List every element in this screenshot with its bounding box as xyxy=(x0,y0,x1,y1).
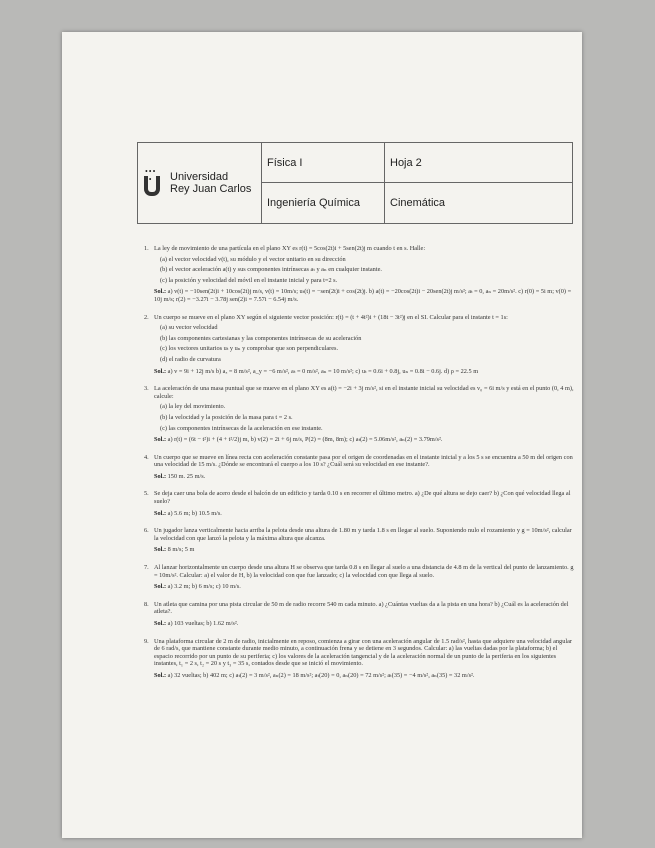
solution-text: 8 m/s; 5 m xyxy=(167,546,195,554)
problem-part: (a) su vector velocidad xyxy=(160,324,218,332)
problem-item xyxy=(144,454,576,481)
document-page xyxy=(62,32,582,838)
solution xyxy=(154,620,576,628)
degree-cell: Ingeniería Química xyxy=(267,196,360,209)
problem-text: Un jugador lanza verticalmente hacia arriba la pelota desde una altura de 1.80 m y tarda 1.8 s en llegar al suelo. Suponiendo nulo el rozamiento y g = 10m/s², calcular la velocidad con que lanzó la pelota y la máxima altura que alcanza. xyxy=(154,527,572,542)
problem-text: Una plataforma circular de 2 m de radio, inicialmente en reposo, comienza a girar con una aceleración angular de 1.5 rad/s², hasta que adquiere una velocidad angular de 6 rad/s, que mantiene constante durante medio minuto, a continuación frena y se detiene en 3 segundos. Calcular: a) las vueltas dadas por la plataforma; b) el espacio recorrido por un punto de su periferia; c) los valores de la aceleración tangencial y de la aceleración normal de un punto de la periferia en los siguientes instantes, t₁ = 2 s, t₂ = 20 s y t₃ = 35 s, contados desde que se inició el movimiento. xyxy=(154,637,572,668)
problem-item xyxy=(144,490,576,517)
solution-label: Sol.: xyxy=(154,671,167,679)
problem-text: Un cuerpo se mueve en el plano XY según el siguiente vector posición: r(t) = (t + 4t²)i + (18t − 3t²)j en el SI. Calcular para el instante t = 1s: xyxy=(154,313,508,321)
solution xyxy=(154,510,576,518)
problem-number: 4. xyxy=(144,453,149,461)
problem-number: 3. xyxy=(144,385,149,393)
problem-number: 5. xyxy=(144,490,149,498)
solution-label: Sol.: xyxy=(154,620,167,627)
solution xyxy=(154,473,576,481)
problem-part: (a) la ley del movimiento. xyxy=(160,403,226,411)
problem-part: (b) las componentes cartesianas y las componentes intrínsecas de su aceleración xyxy=(160,334,362,342)
solution xyxy=(154,546,576,554)
sheet-cell: Hoja 2 xyxy=(385,143,572,183)
solution-label: Sol.: xyxy=(154,367,167,375)
problem-number: 7. xyxy=(144,564,149,572)
problem-text: Un atleta que camina por una pista circular de 50 m de radio recorre 540 m cada minuto. a) ¿Cuántas vueltas da a la pista en una hora? b) ¿Cuál es la aceleración del atleta?. xyxy=(154,600,569,616)
solution-text: a) v = 9i + 12j m/s b) aₓ = 8 m/s², a_y = −6 m/s², aₜ = 0 m/s², aₙ = 10 m/s²; c) uₜ = 0.6i + 0.8j, uₙ = 0.8i − 0.6j. d) ρ = 22.5 m xyxy=(167,367,479,375)
problem-part: (b) el vector aceleración a(t) y sus componentes intrínsecas aₜ y aₙ en cualquier instante. xyxy=(160,266,382,274)
problem-text: Se deja caer una bola de acero desde el balcón de un edificio y tarda 0.10 s en recorrer el último metro. a) ¿De qué altura se dejo caer? b) ¿Con qué velocidad llega al suelo? xyxy=(154,490,571,506)
university-line1: Universidad xyxy=(170,171,229,183)
solution-text: a) 32 vueltas; b) 402 m; c) aₜ(2) = 3 m/s², aₙ(2) = 18 m/s²; aₜ(20) = 0, aₙ(20) = 72 m/s²; aₜ(35) = −4 m/s², aₙ(35) = 32 m/s². xyxy=(167,671,475,679)
problem-list xyxy=(144,245,576,690)
urjc-logo-icon: ••• •• xyxy=(144,168,164,198)
problem-item xyxy=(144,245,576,304)
solution-label: Sol.: xyxy=(154,583,167,591)
problem-number: 2. xyxy=(144,313,149,321)
problem-part: (c) las componentes intrínsecas de la aceleración en ese instante. xyxy=(160,424,323,432)
problem-part: (d) el radio de curvatura xyxy=(160,355,221,363)
problem-part: (c) los vectores unitarios uₜ y uₙ y comprobar que son perpendiculares. xyxy=(160,345,339,353)
solution xyxy=(154,368,576,376)
problem-item xyxy=(144,564,576,591)
subject-cell: Física I xyxy=(262,143,384,183)
solution-text: a) r(t) = (6t − t²)i + (4 + t²/2)j m, b) v(2) = 2i + 6j m/s, P(2) = (8m, 8m); c) aₜ(2) = 5.06m/s², aₙ(2) = 3.79m/s². xyxy=(167,436,443,444)
problem-item xyxy=(144,638,576,680)
solution xyxy=(154,672,576,680)
problem-number: 8. xyxy=(144,600,149,608)
solution xyxy=(154,436,576,444)
university-name xyxy=(170,171,251,195)
solution-label: Sol.: xyxy=(154,509,167,517)
solution-text: a) 5.6 m; b) 10.5 m/s. xyxy=(167,509,222,517)
solution-label: Sol.: xyxy=(154,472,167,480)
problem-item xyxy=(144,385,576,444)
problem-text: Un cuerpo que se mueve en línea recta con aceleración constante pasa por el origen de coordenadas en el instante inicial y a los 5 s se encuentra a 50 m del origen con una velocidad de 15 m/s. ¿Dónde se encontrará el cuerpo a los 10 s? ¿Cuál será su velocidad en ese instante?. xyxy=(154,453,573,469)
problem-number: 1. xyxy=(144,245,149,252)
problem-part: (b) la velocidad y la posición de la masa para t = 2 s. xyxy=(160,413,293,421)
problem-text: La aceleración de una masa puntual que se mueve en el plano XY es a(t) = −2i + 3j m/s², si en el instante inicial su velocidad es v₀ = 6i m/s y está en el punto (0, 4 m), calcule: xyxy=(154,385,574,400)
solution-label: Sol.: xyxy=(154,288,167,296)
problem-text: Al lanzar horizontalmente un cuerpo desde una altura H se observa que tarda 0.8 s en llegar al suelo a una distancia de 4.8 m de la vertical del punto de lanzamiento. g = 10m/s². Calcular: a) el valor de H, b) la velocidad con que fue lanzado; c) la velocidad con que llega al suelo. xyxy=(154,564,574,579)
solution-text: a) 3.2 m; b) 6 m/s; c) 10 m/s. xyxy=(167,583,241,591)
university-line2: Rey Juan Carlos xyxy=(170,183,252,195)
solution xyxy=(154,583,576,591)
solution-label: Sol.: xyxy=(154,546,167,554)
topic-cell: Cinemática xyxy=(390,196,446,209)
problem-number: 9. xyxy=(144,637,149,645)
problem-number: 6. xyxy=(144,527,149,535)
problem-item xyxy=(144,601,576,628)
solution-text: 150 m. 25 m/s. xyxy=(167,472,206,480)
solution-label: Sol.: xyxy=(154,436,167,444)
university-logo xyxy=(138,143,262,223)
solution-text: a) v(t) = −10sen(2t)i + 10cos(2t)j m/s, v(t) = 10m/s; uₜ(t) = −sen(2t)i + cos(2t)j. b) a(t) = −20cos(2t)i − 20sen(2t)j m/s²; aₜ = 0, aₙ = 20m/s². c) r(0) = 5i m; v(0) = 10j m/s; r(2) = −3.27i − 3.78j sen(2)i = 7.57i − 6.54j m/s. xyxy=(154,288,572,303)
problem-item xyxy=(144,314,576,376)
solution xyxy=(154,288,576,303)
problem-part: (a) el vector velocidad v(t), su módulo y el vector unitario en su dirección xyxy=(160,255,346,263)
problem-part: (c) la posición y velocidad del móvil en el instante inicial y para t=2 s. xyxy=(160,276,338,284)
problem-text: La ley de movimiento de una partícula en el plano XY es r(t) = 5cos(2t)i + 5sen(2t)j m cuando t en s. Halle: xyxy=(154,245,426,252)
problem-item xyxy=(144,527,576,554)
header-table xyxy=(137,142,573,224)
solution-text: a) 103 vueltas; b) 1.62 m/s². xyxy=(167,620,239,627)
